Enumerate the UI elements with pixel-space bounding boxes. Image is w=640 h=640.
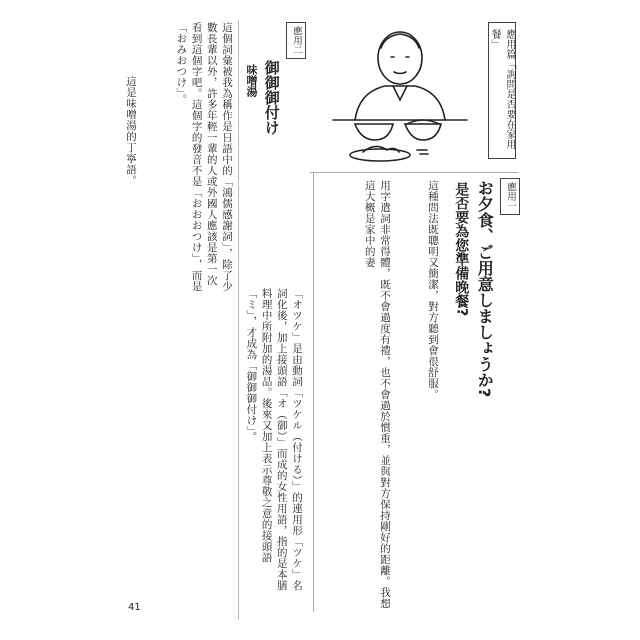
body-text: 「オツケ」是由動詞「ツケル（付ける）」的連用形「ツケ」名詞化後，加上接頭語「オ（御）」而成的女性用語，指的是本膳料理中所附加的湯品。後來又加上表示尊敬之意的接頭語「ミ」，才成為「御御御付け」。 (245, 288, 303, 591)
section-title-jp: お夕食、ご用意しましょうか? (475, 180, 495, 398)
section-subtitle: 味噌湯 (244, 64, 258, 97)
body-text: 這是味噌湯的丁寧語。 (125, 76, 137, 186)
illustration-man-dining (325, 20, 475, 170)
body-text: 這個詞彙被我為稱作是日語中的「鴻儒感謝詞」，除了少數長輩以外，許多年輕一輩的人或外國人應該是第一次看到這個字吧。這個字的發音不是「おおおつけ」，而是「おみおつけ」。 (175, 22, 233, 292)
body-text: 這種問法既聰明又簡潔，對方聽到會很舒服。 (427, 180, 439, 400)
body-text: 用字遣詞非常得體，既不會過度有禮，也不會過於慣重，並與對方保持剛好的距離。我想這大概是家中的妻 (363, 180, 391, 609)
section-title-jp: 御御御付け (262, 60, 281, 135)
section-tag-right: 應用一 (500, 178, 520, 215)
section-tag-left: 應用二 (286, 22, 306, 59)
section-divider (310, 172, 518, 173)
column-divider (313, 172, 314, 612)
page-number: 41 (128, 602, 141, 613)
running-header: 應用篇「詢問是否要在家用餐」 (488, 22, 516, 159)
section-title-zh: 是否要為您準備晚餐? (453, 182, 470, 317)
